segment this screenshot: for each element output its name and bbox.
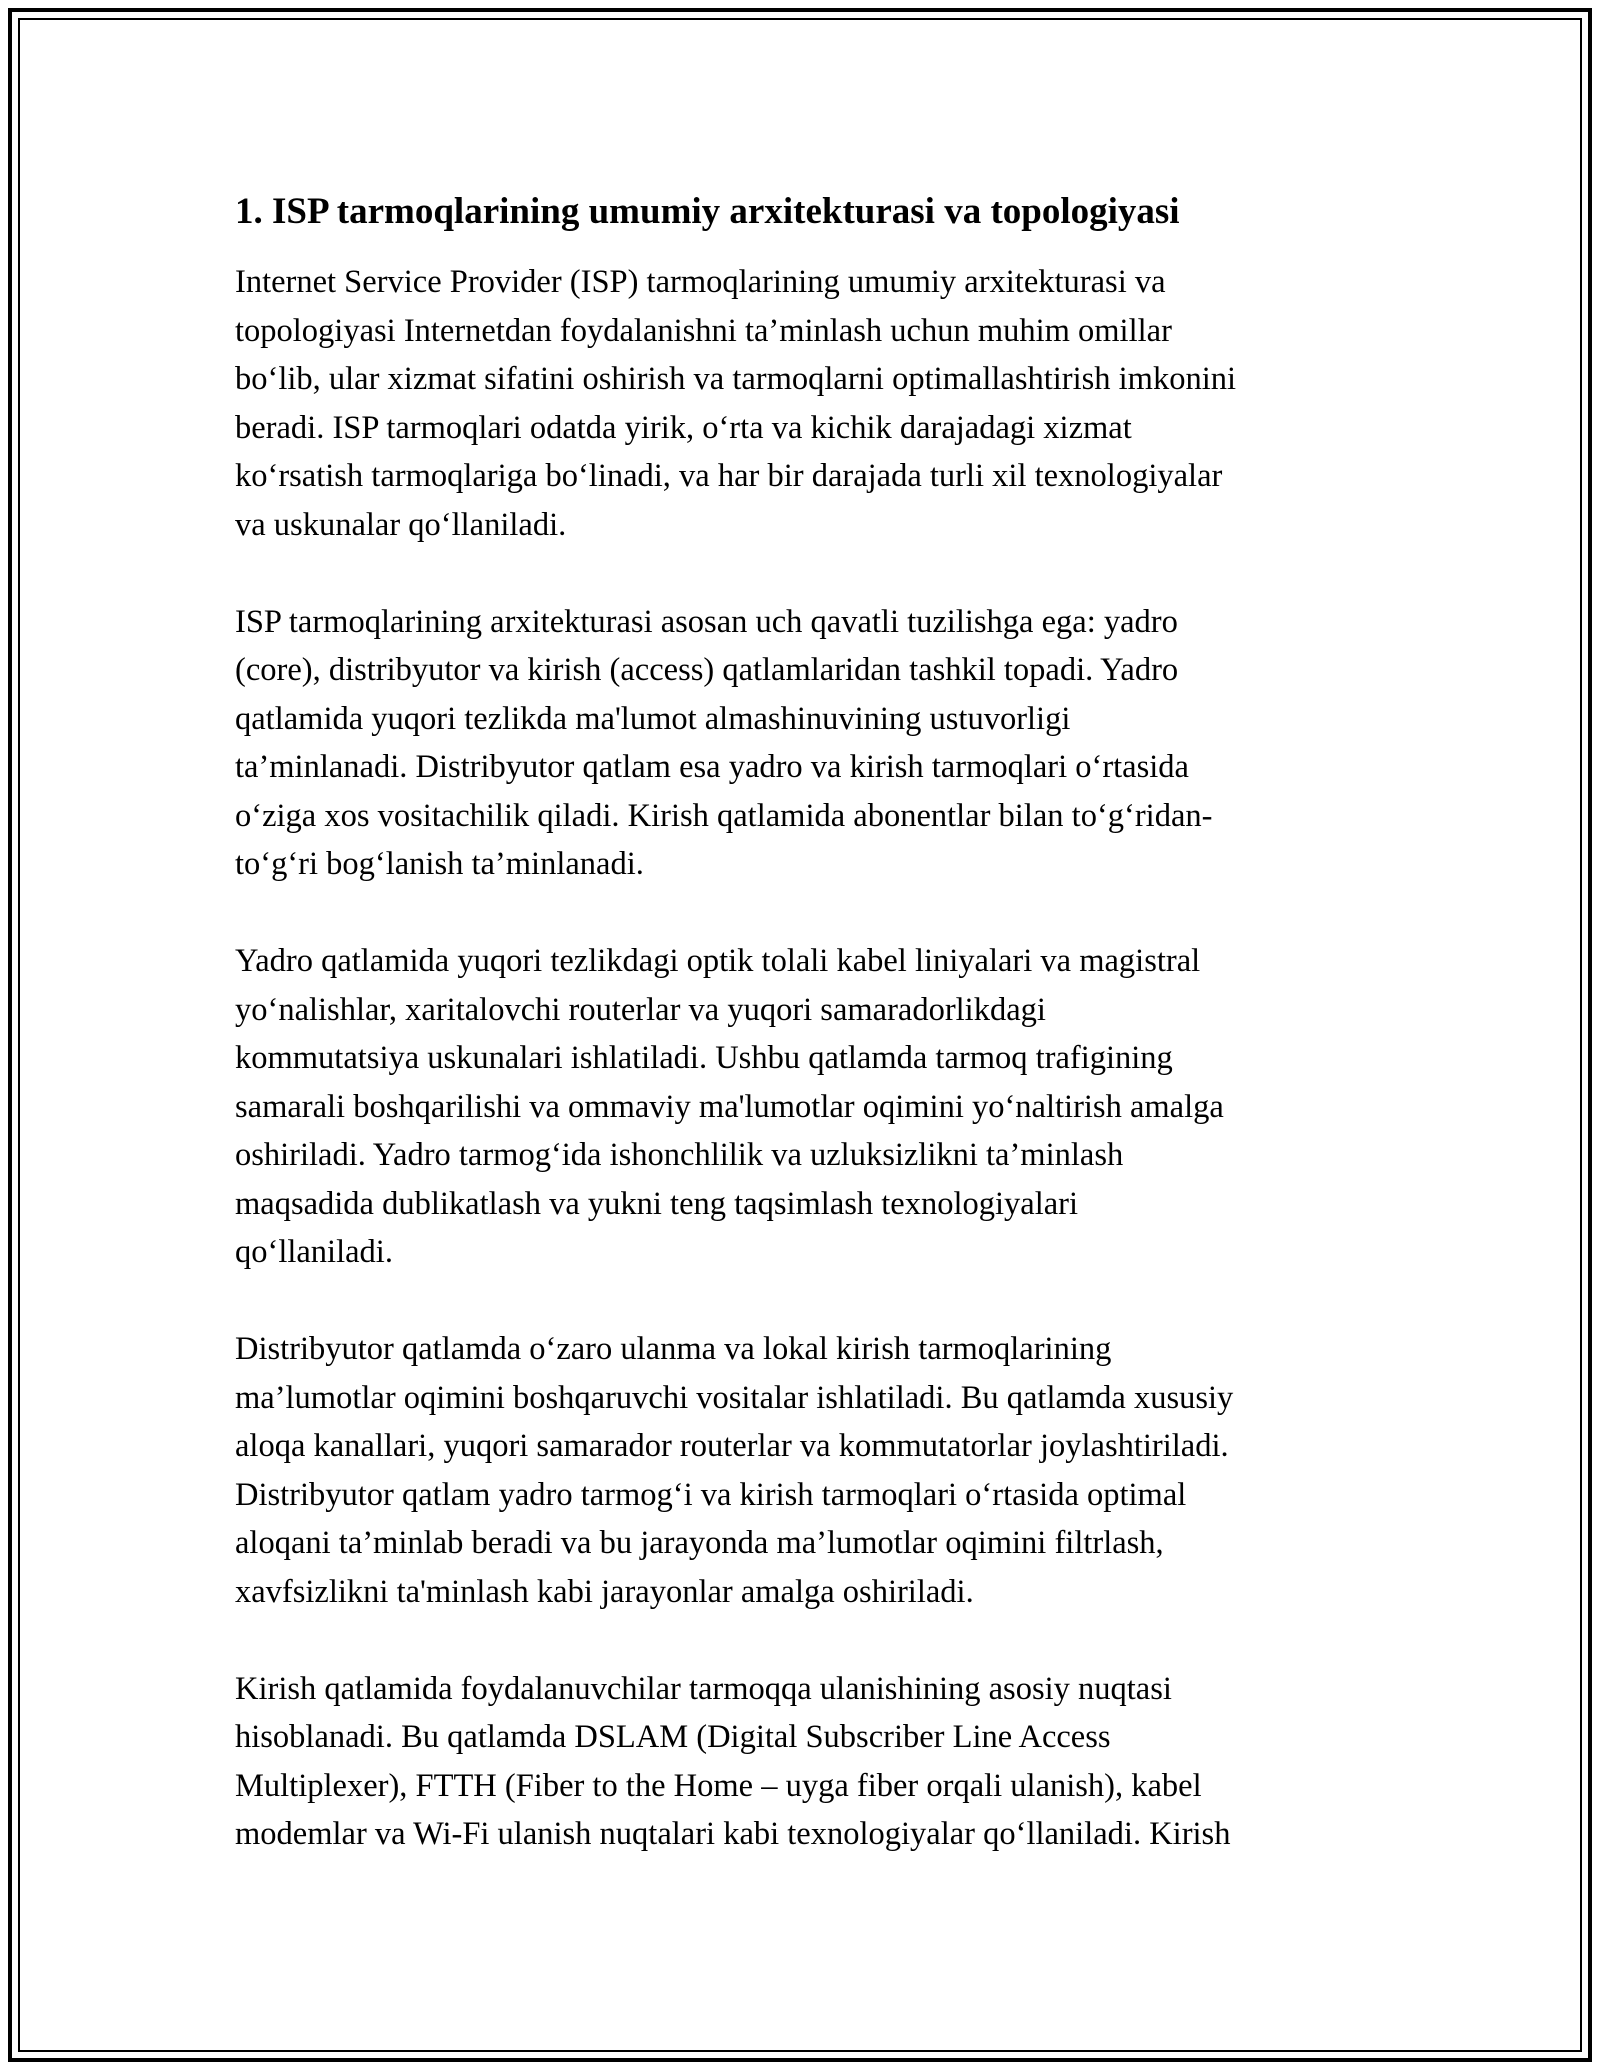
text-line: qo‘llaniladi. bbox=[235, 1234, 393, 1270]
document-body bbox=[235, 188, 1365, 1907]
text-line: Yadro qatlamida yuqori tezlikdagi optik tolali kabel liniyalari va magistral bbox=[235, 943, 1201, 979]
text-line: ko‘rsatish tarmoqlariga bo‘linadi, va har bir darajada turli xil texnologiyalar bbox=[235, 458, 1223, 494]
text-line: (core), distribyutor va kirish (access) qatlamlaridan tashkil topadi. Yadro bbox=[235, 652, 1179, 688]
paragraph-5 bbox=[235, 1665, 1365, 1859]
text-line: aloqani ta’minlab beradi va bu jarayonda ma’lumotlar oqimini filtrlash, bbox=[235, 1525, 1164, 1561]
text-line: va uskunalar qo‘llaniladi. bbox=[235, 506, 567, 543]
text-line: ISP tarmoqlarining arxitekturasi asosan uch qavatli tuzilishga ega: yadro bbox=[235, 603, 1178, 640]
text-line: modemlar va Wi-Fi ulanish nuqtalari kabi texnologiyalar qo‘llaniladi. Kirish bbox=[235, 1816, 1231, 1852]
section-heading: 1. ISP tarmoqlarining umumiy arxitekturasi va topologiyasi bbox=[235, 191, 1180, 232]
text-line: Distribyutor qatlam yadro tarmog‘i va kirish tarmoqlari o‘rtasida optimal bbox=[235, 1476, 1187, 1513]
text-line: qatlamida yuqori tezlikda ma'lumot almashinuvining ustuvorligi bbox=[235, 700, 1071, 737]
paragraph-2 bbox=[235, 598, 1365, 889]
text-line: to‘g‘ri bog‘lanish ta’minlanadi. bbox=[235, 846, 644, 882]
paragraph-4 bbox=[235, 1325, 1365, 1616]
text-line: Internet Service Provider (ISP) tarmoqlarining umumiy arxitekturasi va bbox=[235, 264, 1166, 300]
text-line: maqsadida dublikatlash va yukni teng taqsimlash texnologiyalari bbox=[235, 1185, 1079, 1222]
text-line: hisoblanadi. Bu qatlamda DSLAM (Digital Subscriber Line Access bbox=[235, 1719, 1111, 1755]
text-line: xavfsizlikni ta'minlash kabi jarayonlar amalga oshiriladi. bbox=[235, 1573, 974, 1610]
paragraph-1 bbox=[235, 258, 1365, 549]
text-line: yo‘nalishlar, xaritalovchi routerlar va yuqori samaradorlikdagi bbox=[235, 991, 1046, 1028]
text-line: bo‘lib, ular xizmat sifatini oshirish va tarmoqlarni optimallashtirish imkonini bbox=[235, 361, 1237, 397]
text-line: o‘ziga xos vositachilik qiladi. Kirish qatlamida abonentlar bilan to‘g‘ridan- bbox=[235, 797, 1213, 834]
text-line: oshiriladi. Yadro tarmog‘ida ishonchlilik va uzluksizlikni ta’minlash bbox=[235, 1137, 1124, 1173]
text-line: aloqa kanallari, yuqori samarador routerlar va kommutatorlar joylashtiriladi. bbox=[235, 1428, 1229, 1464]
text-line: topologiyasi Internetdan foydalanishni ta’minlash uchun muhim omillar bbox=[235, 312, 1172, 349]
text-line: ma’lumotlar oqimini boshqaruvchi vositalar ishlatiladi. Bu qatlamda xususiy bbox=[235, 1379, 1234, 1416]
text-line: Distribyutor qatlamda o‘zaro ulanma va lokal kirish tarmoqlarining bbox=[235, 1331, 1112, 1367]
text-line: samarali boshqarilishi va ommaviy ma'lumotlar oqimini yo‘naltirish amalga bbox=[235, 1088, 1224, 1125]
text-line: ta’minlanadi. Distribyutor qatlam esa yadro va kirish tarmoqlari o‘rtasida bbox=[235, 749, 1189, 785]
text-line: Multiplexer), FTTH (Fiber to the Home – uyga fiber orqali ulanish), kabel bbox=[235, 1767, 1202, 1804]
paragraph-3 bbox=[235, 937, 1365, 1277]
text-line: Kirish qatlamida foydalanuvchilar tarmoqqa ulanishining asosiy nuqtasi bbox=[235, 1670, 1172, 1707]
text-line: kommutatsiya uskunalari ishlatiladi. Ushbu qatlamda tarmoq trafigining bbox=[235, 1040, 1173, 1076]
text-line: beradi. ISP tarmoqlari odatda yirik, o‘rta va kichik darajadagi xizmat bbox=[235, 409, 1132, 446]
